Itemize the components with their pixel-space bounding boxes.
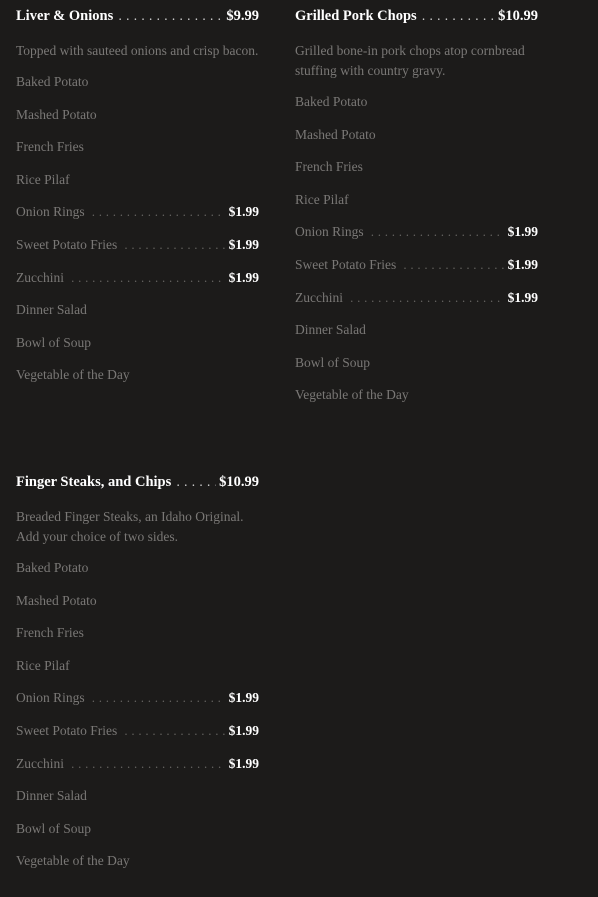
side-option-name: Dinner Salad: [295, 322, 366, 338]
side-options-list: [16, 68, 259, 394]
side-option: [295, 284, 538, 317]
side-option: [16, 133, 259, 166]
menu-item-name: Liver & Onions: [16, 8, 114, 24]
dot-leader: [71, 273, 225, 284]
side-option: [16, 68, 259, 101]
side-option-price: $1.99: [228, 204, 259, 220]
side-option: [16, 296, 259, 329]
dot-leader: [403, 260, 503, 271]
side-option: [16, 264, 259, 297]
side-option-name: Vegetable of the Day: [16, 853, 130, 869]
menu-item-description: Grilled bone-in pork chops atop cornbread stuffing with country gravy.: [295, 43, 525, 78]
menu-item-liver-onions: [16, 8, 259, 394]
side-option-name: Baked Potato: [16, 74, 89, 89]
side-option-name: French Fries: [295, 159, 363, 175]
side-option: [16, 750, 259, 783]
side-option-price: $1.99: [228, 236, 259, 252]
side-option-name: Baked Potato: [16, 560, 89, 575]
side-option-name: Zucchini: [16, 269, 64, 285]
menu-item-name: Grilled Pork Chops: [295, 8, 417, 24]
dot-leader: [350, 293, 504, 304]
side-option-name: Mashed Potato: [295, 126, 376, 142]
menu-item-price: $10.99: [219, 474, 259, 490]
side-option-name: Rice Pilaf: [16, 657, 70, 673]
side-option-name: Bowl of Soup: [16, 334, 92, 350]
side-option: [295, 381, 538, 414]
side-option-name: Zucchini: [16, 755, 64, 771]
side-option-name: Onion Rings: [295, 224, 364, 240]
side-option-name: Bowl of Soup: [295, 354, 371, 370]
side-options-list: [295, 88, 538, 414]
menu-item-header: [295, 8, 538, 30]
side-option-name: Baked Potato: [295, 94, 368, 109]
dot-leader: [124, 726, 224, 737]
menu-item-header: [16, 474, 259, 496]
side-option: [295, 88, 538, 121]
menu-item-header: [16, 8, 259, 30]
dot-leader: [176, 476, 216, 488]
side-option-name: Onion Rings: [16, 690, 85, 706]
dot-leader: [371, 227, 504, 238]
dot-leader: [92, 207, 225, 218]
side-option: [295, 349, 538, 382]
side-option-price: $1.99: [507, 224, 538, 240]
side-options-list: [16, 554, 259, 880]
side-option-price: $1.99: [228, 690, 259, 706]
menu-item-finger-steaks: [16, 474, 259, 880]
side-option: [295, 153, 538, 186]
side-option-name: Sweet Potato Fries: [16, 722, 118, 738]
side-option-name: Vegetable of the Day: [16, 367, 130, 383]
dot-leader: [422, 10, 495, 22]
menu-item-grilled-pork-chops: [295, 8, 538, 414]
side-option: [16, 166, 259, 199]
side-option: [295, 121, 538, 154]
dot-leader: [124, 240, 224, 251]
side-option: [295, 316, 538, 349]
side-option: [16, 101, 259, 134]
side-option: [16, 652, 259, 685]
side-option-price: $1.99: [507, 256, 538, 272]
side-option-name: French Fries: [16, 625, 84, 641]
side-option-price: $1.99: [507, 289, 538, 305]
side-option-name: Sweet Potato Fries: [16, 236, 118, 252]
side-option: [16, 554, 259, 587]
menu-item-price: $10.99: [498, 8, 538, 24]
menu-item-description: Topped with sauteed onions and crisp bacon.: [16, 43, 259, 58]
side-option: [16, 198, 259, 231]
side-option: [16, 329, 259, 362]
side-option-name: Vegetable of the Day: [295, 387, 409, 403]
side-option: [295, 186, 538, 219]
side-option-name: Rice Pilaf: [16, 171, 70, 187]
dot-leader: [118, 10, 223, 22]
side-option: [16, 815, 259, 848]
dot-leader: [71, 759, 225, 770]
side-option: [16, 717, 259, 750]
side-option: [16, 587, 259, 620]
side-option-name: Rice Pilaf: [295, 191, 349, 207]
side-option: [295, 251, 538, 284]
menu-item-description: Breaded Finger Steaks, an Idaho Original. Add your choice of two sides.: [16, 509, 244, 544]
side-option: [295, 218, 538, 251]
side-option: [16, 361, 259, 394]
side-option: [16, 231, 259, 264]
menu-item-price: $9.99: [226, 8, 259, 24]
dot-leader: [92, 693, 225, 704]
side-option-name: Sweet Potato Fries: [295, 256, 397, 272]
side-option-name: French Fries: [16, 139, 84, 155]
side-option-name: Mashed Potato: [16, 106, 97, 122]
side-option-price: $1.99: [228, 755, 259, 771]
side-option: [16, 619, 259, 652]
side-option-price: $1.99: [228, 722, 259, 738]
side-option: [16, 684, 259, 717]
side-option-price: $1.99: [228, 269, 259, 285]
side-option-name: Mashed Potato: [16, 592, 97, 608]
side-option: [16, 847, 259, 880]
side-option-name: Dinner Salad: [16, 788, 87, 804]
side-option-name: Onion Rings: [16, 204, 85, 220]
side-option-name: Bowl of Soup: [16, 820, 92, 836]
side-option: [16, 782, 259, 815]
side-option-name: Zucchini: [295, 289, 343, 305]
menu-item-name: Finger Steaks, and Chips: [16, 474, 172, 490]
side-option-name: Dinner Salad: [16, 302, 87, 318]
